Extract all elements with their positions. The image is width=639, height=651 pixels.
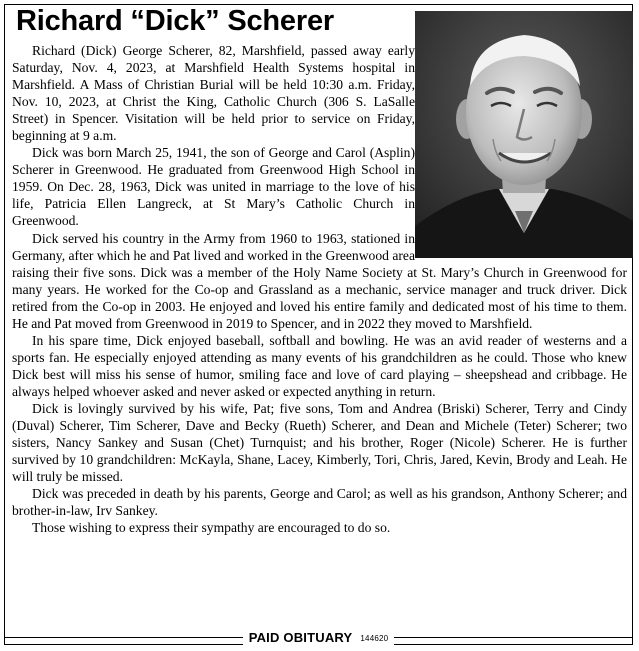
paragraph-announcement: Richard (Dick) George Scherer, 82, Marshfield, passed away early Saturday, Nov. 4, 2023, at Marshfield Health Systems hospital in Marshfield. A Mass of Christian Burial will be held 10:30 a.m. Friday, Nov. 10, 2023, at Christ the King, Catholic Church (306 S. LaSalle Street) in Spencer. Visitation will be held prior to service on Friday, beginning at 9 a.m.	[12, 43, 415, 144]
paid-obituary-label	[243, 628, 395, 649]
obituary-title: Richard “Dick” Scherer	[16, 5, 334, 37]
photo-float-spacer	[415, 42, 627, 256]
footer	[4, 628, 633, 648]
paragraph-hobbies: In his spare time, Dick enjoyed baseball, softball and bowling. He was an avid reader of westerns and a sports fan. He especially enjoyed attending as many events of his grandchildren as he could. Those who knew Dick best will miss his sense of humor, smiling face and love of card playing – sheepshead and cribbage. He always helped whoever asked and never asked or expected anything in return.	[12, 332, 627, 399]
footer-label-text: PAID OBITUARY	[248, 630, 353, 645]
paragraph-closing: Those wishing to express their sympathy are encouraged to do so.	[32, 520, 391, 536]
obituary-body	[12, 42, 627, 536]
paragraph-preceded: Dick was preceded in death by his parents, George and Carol; as well as his grandson, Anthony Scherer; and brother-in-law, Irv Sankey.	[12, 486, 627, 519]
paragraph-survivors: Dick is lovingly survived by his wife, Pat; five sons, Tom and Andrea (Briski) Scherer, Terry and Cindy (Duval) Scherer, Tim Scherer, Dave and Becky (Rueth) Scherer, and Dean and Michele (Teter) Scherer; two sisters, Nancy Sankey and Susan (Chet) Turnquist; and his brother, Roger (Nicole) Scherer. He is further survived by 10 grandchildren: McKayla, Shane, Lacey, Kimberly, Tori, Chris, Jared, Kevin, Brody and Leah. He will truly be missed.	[12, 400, 627, 485]
paragraph-birth: Dick was born March 25, 1941, the son of George and Carol (Asplin) Scherer in Greenwood. He graduated from Greenwood High School in 1959. On Dec. 28, 1963, Dick was united in marriage to the love of his life, Patricia Ellen Langreck, at St Mary’s Catholic Church in Greenwood.	[12, 145, 415, 229]
ad-code: 144620	[360, 633, 389, 643]
paragraph-career: Dick served his country in the Army from 1960 to 1963, stationed in Germany, after which he and Pat lived and worked in the Greenwood area raising their five sons. Dick was a member of the Holy Name Society at St. Mary’s Church in Greenwood for many years. He worked for the Co-op and Grassland as a mechanic, service manager and truck driver. Dick retired from the Co-op in 2003. He enjoyed and loved his entire family and dedicated most of his time to them. He and Pat moved from Greenwood in 2019 to Spencer, and in 2022 they moved to Marshfield.	[12, 230, 627, 331]
